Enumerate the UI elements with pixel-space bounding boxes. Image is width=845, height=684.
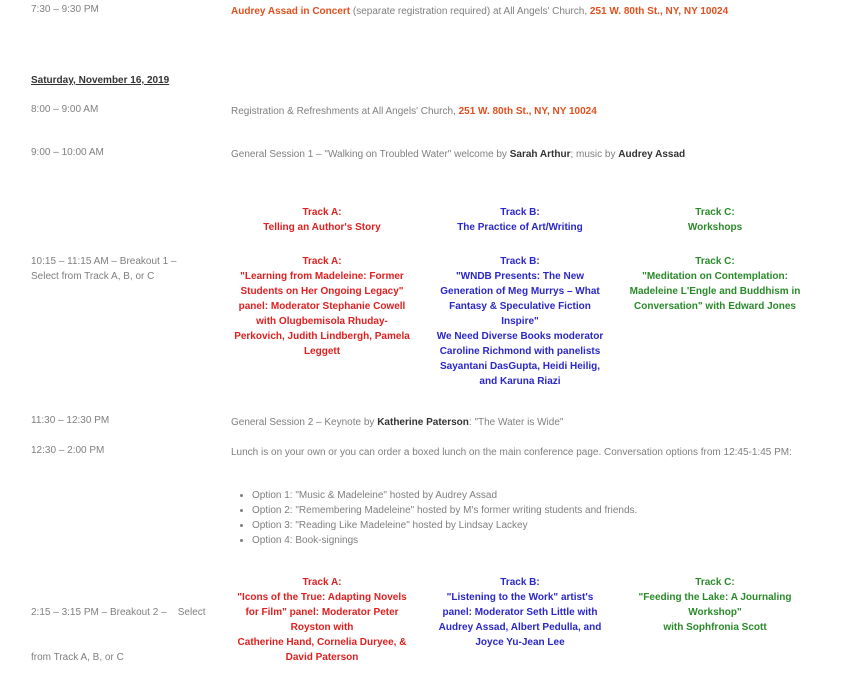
track-b-header	[429, 205, 611, 235]
time-general-session-1: 9:00 – 10:00 AM	[31, 147, 104, 158]
concert-address-link[interactable]: 251 W. 80th St., NY, NY 10024	[589, 6, 729, 17]
general-session-2-description	[231, 415, 811, 430]
breakout-1-track-b	[429, 254, 611, 389]
breakout-1-track-c-line: Madeleine L'Engle and Buddhism in	[629, 286, 801, 297]
lunch-description: Lunch is on your own or you can order a boxed lunch on the main conference page. Conversation options from 12:45-1:45 PM:	[231, 447, 792, 458]
breakout-1-track-a	[227, 254, 417, 359]
general-session-1-musician: Audrey Assad	[618, 149, 686, 160]
date-heading: Saturday, November 16, 2019	[31, 75, 170, 86]
track-a-header	[227, 205, 417, 235]
breakout-1-track-b-label: Track B:	[500, 256, 540, 267]
general-session-1-music-prefix: ; music by	[570, 149, 619, 160]
breakout-2-track-a-line: Catherine Hand, Cornelia Duryee, &	[237, 637, 407, 648]
breakout-2-track-b-line: "Listening to the Work" artist's	[446, 592, 594, 603]
breakout-2-track-a-line: "Icons of the True: Adapting Novels	[237, 592, 407, 603]
breakout-1-track-b-line: and Karuna Riazi	[479, 376, 561, 387]
breakout-1-track-a-line: panel: Moderator Stephanie Cowell	[238, 301, 406, 312]
breakout-2-track-c-label: Track C:	[695, 577, 735, 588]
breakout-1-track-b-line: "WNDB Presents: The New	[455, 271, 585, 282]
breakout-2-track-a-line: for Film" panel: Moderator Peter	[245, 607, 399, 618]
breakout-2-track-b-line: Audrey Assad, Albert Pedulla, and	[438, 622, 602, 633]
lunch-options-list	[232, 488, 812, 548]
general-session-1-speaker: Sarah Arthur	[509, 149, 571, 160]
breakout-2-track-a-line: Royston with	[290, 622, 354, 633]
breakout-1-track-b-line: Generation of Meg Murrys – What	[440, 286, 600, 297]
breakout-1-track-b-line: Fantasy & Speculative Fiction	[449, 301, 591, 312]
breakout-2-track-b-label: Track B:	[500, 577, 540, 588]
registration-address-link[interactable]: 251 W. 80th St., NY, NY 10024	[458, 106, 597, 117]
breakout-1-track-a-line: Students on Her Ongoing Legacy"	[240, 286, 404, 297]
breakout-1-track-a-line: Leggett	[303, 346, 341, 357]
time-concert: 7:30 – 9:30 PM	[31, 4, 99, 15]
track-c-header	[624, 205, 806, 235]
breakout-1-track-a-label: Track A:	[302, 256, 342, 267]
breakout-1-track-a-line: "Learning from Madeleine: Former	[240, 271, 404, 282]
concert-title[interactable]: Audrey Assad in Concert	[231, 6, 351, 17]
list-item: • Option 2: "Remembering Madeleine" hosted by M's former writing students and friends.	[252, 503, 812, 518]
general-session-2-text: General Session 2 – Keynote by	[231, 417, 378, 428]
breakout-1-track-c	[624, 254, 806, 314]
registration-description	[231, 104, 811, 119]
breakout-2-track-a	[227, 575, 417, 665]
breakout-1-track-b-line: Inspire"	[501, 316, 539, 327]
breakout-2-time-line-2: from Track A, B, or C	[31, 652, 124, 663]
breakout-2-track-a-label: Track A:	[302, 577, 342, 588]
breakout-1-track-a-line: Perkovich, Judith Lindbergh, Pamela	[234, 331, 410, 342]
general-session-1-description	[231, 147, 811, 162]
track-a-header-label: Track A:	[302, 207, 342, 218]
track-c-header-label: Track C:	[695, 207, 735, 218]
general-session-2-title: : "The Water is Wide"	[468, 417, 564, 428]
breakout-1-track-c-label: Track C:	[695, 256, 735, 267]
breakout-1-track-b-line: We Need Diverse Books moderator	[436, 331, 604, 342]
list-item: • Option 4: Book-signings	[252, 533, 812, 548]
breakout-2-track-c	[624, 575, 806, 635]
concert-note: (separate registration required) at All Angels' Church,	[350, 6, 590, 17]
breakout-1-track-b-line: Sayantani DasGupta, Heidi Heilig,	[439, 361, 601, 372]
track-b-header-label: Track B:	[500, 207, 540, 218]
general-session-2-speaker: Katherine Paterson	[377, 417, 469, 428]
breakout-2-track-b-line: Joyce Yu-Jean Lee	[475, 637, 565, 648]
time-lunch: 12:30 – 2:00 PM	[31, 445, 105, 456]
breakout-1-track-c-line: "Meditation on Contemplation:	[642, 271, 788, 282]
breakout-1-track-c-line: Conversation" with Edward Jones	[634, 301, 796, 312]
breakout-2-track-c-line: with Sophfronia Scott	[663, 622, 767, 633]
breakout-2-track-b	[429, 575, 611, 650]
track-a-header-title: Telling an Author's Story	[263, 222, 381, 233]
concert-description	[231, 4, 811, 19]
time-breakout-2	[31, 575, 206, 680]
breakout-2-track-a-line: David Paterson	[285, 652, 359, 663]
breakout-1-track-b-line: Caroline Richmond with panelists	[439, 346, 601, 357]
track-c-header-title: Workshops	[687, 222, 743, 233]
breakout-2-track-c-line: Workshop"	[688, 607, 742, 618]
registration-text: Registration & Refreshments at All Angels' Church,	[231, 106, 459, 117]
track-b-header-title: The Practice of Art/Writing	[457, 222, 583, 233]
general-session-1-text: General Session 1 – "Walking on Troubled Water" welcome by	[231, 149, 510, 160]
list-item: • Option 3: "Reading Like Madeleine" hosted by Lindsay Lackey	[252, 518, 812, 533]
list-item: • Option 1: "Music & Madeleine" hosted by Audrey Assad	[252, 488, 812, 503]
breakout-2-track-b-line: panel: Moderator Seth Little with	[442, 607, 598, 618]
time-registration: 8:00 – 9:00 AM	[31, 104, 99, 115]
breakout-1-time-line-1: 10:15 – 11:15 AM – Breakout 1 –	[31, 256, 177, 267]
breakout-1-time-line-2: Select from Track A, B, or C	[31, 271, 155, 282]
breakout-2-time-line-1: 2:15 – 3:15 PM – Breakout 2 – Select	[31, 607, 206, 618]
breakout-2-track-c-line: "Feeding the Lake: A Journaling	[638, 592, 792, 603]
breakout-1-track-a-line: with Olugbemisola Rhuday-	[256, 316, 388, 327]
time-breakout-1	[31, 254, 176, 284]
time-general-session-2: 11:30 – 12:30 PM	[31, 415, 110, 426]
